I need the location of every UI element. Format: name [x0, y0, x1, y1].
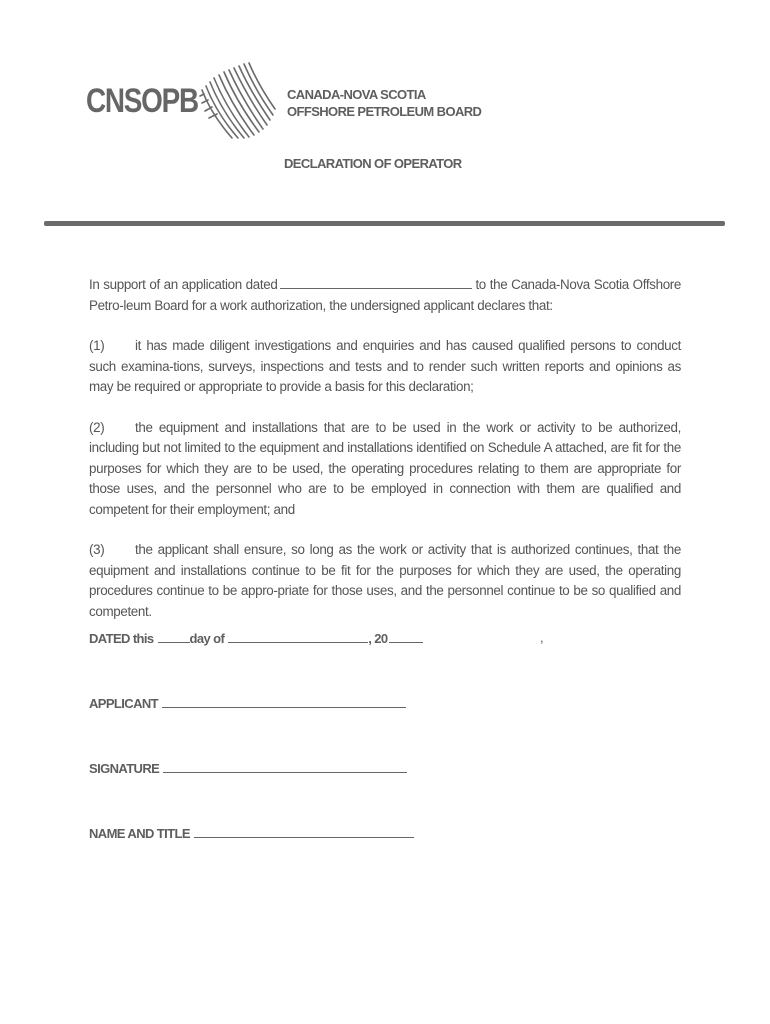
signature-blank[interactable]: [163, 760, 407, 773]
clause-1: [89, 336, 681, 398]
name-title-label: NAME AND TITLE: [89, 826, 190, 841]
clause-1-number: (1): [89, 338, 105, 353]
org-name-line1: CANADA-NOVA SCOTIA: [287, 87, 426, 102]
dated-label: DATED this: [89, 631, 154, 646]
name-title-row: [89, 825, 414, 841]
year-blank[interactable]: [389, 630, 423, 643]
application-date-blank[interactable]: [280, 276, 472, 289]
day-of-label: day of: [189, 631, 225, 646]
org-name-line2: OFFSHORE PETROLEUM BOARD: [287, 104, 482, 119]
trailing-comma: ,: [540, 630, 544, 645]
header-divider: [44, 221, 725, 226]
intro-part2: to the Canada-Nova Scotia Offshore Petro-leum Board for a work authorization, the undersigned applicant declares that:: [89, 277, 681, 313]
declaration-body: [89, 275, 681, 642]
clause-2-text: the equipment and installations that are to be used in the work or activity to be authorized, including but not limited to the equipment and installations identified on Schedule A attached, are fit for the purposes for which they are to be used, the operating procedures relating to them are appropriate for those uses, and the personnel who are to be employed in connection with them are qualified and competent for their employment; and: [89, 419, 681, 517]
cnsopb-logo-text: CNSOPB: [86, 82, 198, 120]
signature-row: [89, 760, 407, 776]
applicant-row: [89, 695, 406, 711]
clause-3: [89, 540, 681, 622]
clause-2-number: (2): [89, 419, 105, 435]
month-blank[interactable]: [228, 630, 368, 643]
clause-2: [89, 418, 681, 521]
cnsopb-logo-icon: [196, 60, 280, 144]
applicant-blank[interactable]: [162, 695, 406, 708]
clause-1-text: it has made diligent investigations and enquiries and has caused qualified persons to conduct such examina-tions, surveys, inspections and tests and to render such written reports and opinions as may be required or appropriate to provide a basis for this declaration;: [89, 338, 681, 394]
intro-part1: In support of an application dated: [89, 277, 278, 292]
signature-label: SIGNATURE: [89, 761, 160, 776]
day-blank[interactable]: [158, 630, 190, 643]
document-title: DECLARATION OF OPERATOR: [284, 156, 462, 171]
clause-3-number: (3): [89, 542, 105, 557]
organization-name: [287, 86, 481, 120]
intro-paragraph: [89, 275, 681, 316]
name-title-blank[interactable]: [194, 825, 414, 838]
clause-3-text: the applicant shall ensure, so long as the work or activity that is authorized continues, that the equipment and installations continue to be fit for the purposes for which they are used, the operating procedures continue to be appro-priate for those uses, and the personnel continue to be so qualified and competent.: [89, 542, 681, 619]
year-label: , 20: [368, 631, 388, 646]
applicant-label: APPLICANT: [89, 696, 158, 711]
dated-row: [89, 630, 423, 646]
